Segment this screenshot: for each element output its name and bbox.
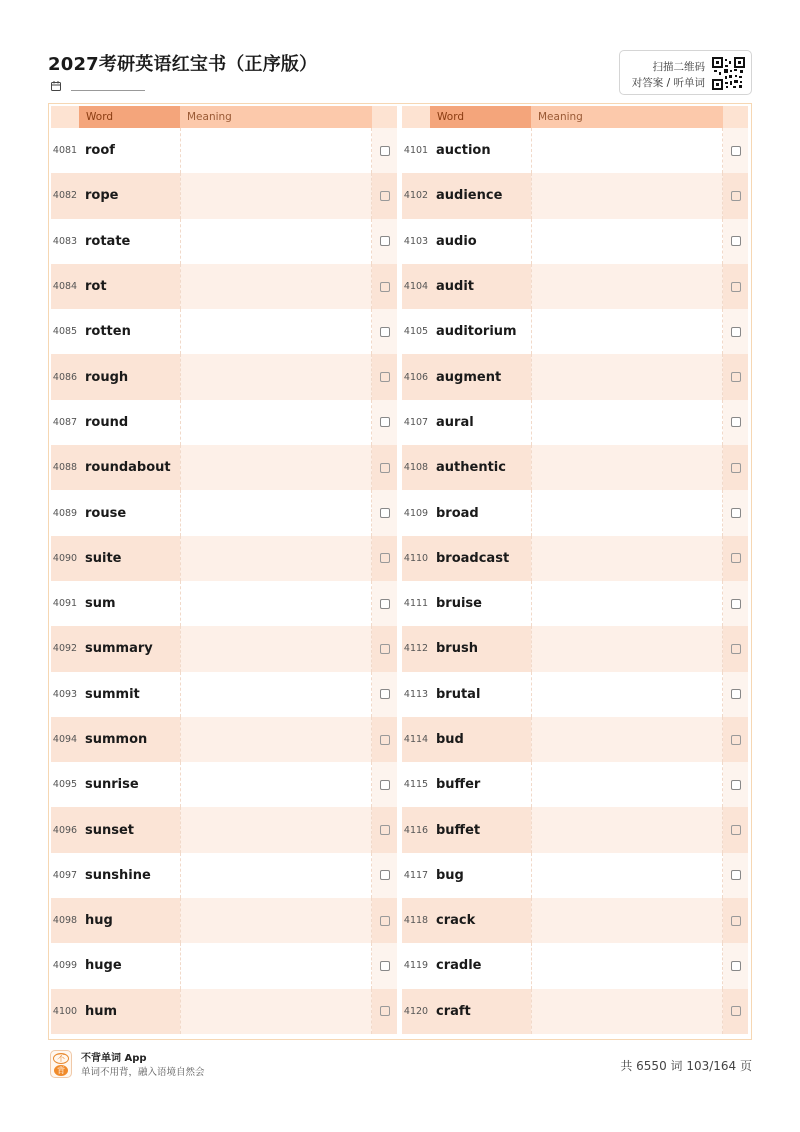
meaning-field[interactable] xyxy=(180,626,372,671)
meaning-field[interactable] xyxy=(180,173,372,218)
checkbox-icon[interactable] xyxy=(731,870,741,880)
check-cell xyxy=(372,309,397,354)
word-number: 4104 xyxy=(402,264,430,309)
meaning-field[interactable] xyxy=(531,219,723,264)
checkbox-icon[interactable] xyxy=(731,916,741,926)
table-row xyxy=(51,173,397,218)
word-text: rope xyxy=(79,173,180,218)
meaning-field[interactable] xyxy=(180,264,372,309)
meaning-field[interactable] xyxy=(180,989,372,1034)
word-text: auction xyxy=(436,143,491,159)
word-table-right xyxy=(402,106,748,1034)
check-cell xyxy=(372,672,397,717)
meaning-field[interactable] xyxy=(531,581,723,626)
table-row xyxy=(402,717,748,762)
page-info: 共 6550 词 103/164 页 xyxy=(620,1059,752,1073)
word-number: 4081 xyxy=(52,145,78,157)
checkbox-icon[interactable] xyxy=(380,146,390,156)
header-meaning: Meaning xyxy=(180,106,372,128)
word-number: 4099 xyxy=(52,960,78,972)
meaning-field[interactable] xyxy=(180,807,372,852)
word-text: rot xyxy=(79,264,180,309)
word-text: auditorium xyxy=(436,324,517,340)
check-cell xyxy=(723,581,748,626)
check-cell xyxy=(723,943,748,988)
check-cell xyxy=(723,354,748,399)
word-text: audio xyxy=(436,233,477,249)
table-row xyxy=(402,354,748,399)
check-cell xyxy=(723,672,748,717)
word-table-frame xyxy=(48,103,752,1040)
checkbox-icon[interactable] xyxy=(380,463,390,473)
table-row xyxy=(402,445,748,490)
word-text: sunrise xyxy=(85,777,139,793)
meaning-field[interactable] xyxy=(531,536,723,581)
meaning-field[interactable] xyxy=(180,536,372,581)
checkbox-icon[interactable] xyxy=(731,780,741,790)
qr-caption-line1: 扫描二维码 xyxy=(652,61,705,73)
checkbox-icon[interactable] xyxy=(380,282,390,292)
word-text: audit xyxy=(430,264,531,309)
word-number: 4110 xyxy=(402,536,430,581)
checkbox-icon[interactable] xyxy=(380,417,390,427)
checkbox-icon[interactable] xyxy=(380,961,390,971)
checkbox-icon[interactable] xyxy=(380,372,390,382)
checkbox-icon[interactable] xyxy=(380,780,390,790)
table-row xyxy=(402,581,748,626)
checkbox-icon[interactable] xyxy=(380,1006,390,1016)
word-text: crack xyxy=(430,898,531,943)
check-cell xyxy=(723,128,748,173)
checkbox-icon[interactable] xyxy=(380,599,390,609)
qr-code-icon[interactable] xyxy=(712,57,745,90)
check-cell xyxy=(723,536,748,581)
word-text: round xyxy=(85,414,129,430)
checkbox-icon[interactable] xyxy=(380,825,390,835)
table-row xyxy=(51,536,397,581)
meaning-field[interactable] xyxy=(531,717,723,762)
meaning-field[interactable] xyxy=(180,490,372,535)
meaning-field[interactable] xyxy=(180,672,372,717)
table-row xyxy=(402,853,748,898)
word-number: 4095 xyxy=(52,779,78,791)
word-number: 4089 xyxy=(52,507,78,519)
meaning-field[interactable] xyxy=(531,626,723,671)
meaning-field[interactable] xyxy=(531,400,723,445)
meaning-field[interactable] xyxy=(531,807,723,852)
check-cell xyxy=(372,626,397,671)
checkbox-icon[interactable] xyxy=(731,961,741,971)
checkbox-icon[interactable] xyxy=(380,644,390,654)
word-number: 4109 xyxy=(403,507,429,519)
word-text: rotate xyxy=(85,233,131,249)
word-number: 4115 xyxy=(403,779,429,791)
check-cell xyxy=(372,128,397,173)
check-cell xyxy=(372,536,397,581)
meaning-field[interactable] xyxy=(531,762,723,807)
word-text: audience xyxy=(430,173,531,218)
checkbox-icon[interactable] xyxy=(731,825,741,835)
word-text: hum xyxy=(79,989,180,1034)
table-header xyxy=(51,106,397,128)
meaning-field[interactable] xyxy=(531,309,723,354)
check-cell xyxy=(723,989,748,1034)
meaning-field[interactable] xyxy=(531,943,723,988)
word-number: 4093 xyxy=(52,688,78,700)
check-cell xyxy=(723,173,748,218)
page-footer xyxy=(48,1048,752,1080)
table-header xyxy=(402,106,748,128)
check-cell xyxy=(372,581,397,626)
qr-panel[interactable] xyxy=(619,50,752,95)
meaning-field[interactable] xyxy=(531,853,723,898)
check-cell xyxy=(372,989,397,1034)
word-number: 4091 xyxy=(52,598,78,610)
word-text: rouse xyxy=(85,505,127,521)
word-number: 4106 xyxy=(402,354,430,399)
header-number-cell xyxy=(402,106,430,128)
check-cell xyxy=(372,219,397,264)
check-cell xyxy=(723,898,748,943)
word-number: 4094 xyxy=(51,717,79,762)
word-number: 4085 xyxy=(52,326,78,338)
meaning-field[interactable] xyxy=(531,173,723,218)
table-row xyxy=(51,853,397,898)
word-text: brutal xyxy=(436,686,481,702)
meaning-field[interactable] xyxy=(180,853,372,898)
word-text: rotten xyxy=(85,324,131,340)
word-text: bug xyxy=(436,867,464,883)
table-row xyxy=(402,943,748,988)
table-row xyxy=(402,400,748,445)
table-row xyxy=(51,898,397,943)
table-body xyxy=(402,128,748,1034)
check-cell xyxy=(372,898,397,943)
checkbox-icon[interactable] xyxy=(380,870,390,880)
check-cell xyxy=(723,490,748,535)
word-number: 4112 xyxy=(402,626,430,671)
checkbox-icon[interactable] xyxy=(380,508,390,518)
table-body xyxy=(51,128,397,1034)
meaning-field[interactable] xyxy=(180,717,372,762)
table-row xyxy=(402,536,748,581)
meaning-field[interactable] xyxy=(531,264,723,309)
meaning-field[interactable] xyxy=(531,445,723,490)
word-number: 4097 xyxy=(52,869,78,881)
table-row xyxy=(402,173,748,218)
table-row xyxy=(51,264,397,309)
date-row xyxy=(51,80,145,91)
table-row xyxy=(51,400,397,445)
word-text: bud xyxy=(430,717,531,762)
table-row xyxy=(51,943,397,988)
meaning-field[interactable] xyxy=(531,128,723,173)
app-slogan: 单词不用背，融入语境自然会 xyxy=(81,1067,205,1078)
header-check-cell xyxy=(723,106,748,128)
check-cell xyxy=(723,264,748,309)
word-number: 4092 xyxy=(51,626,79,671)
word-text: sum xyxy=(85,596,116,612)
table-row xyxy=(51,626,397,671)
date-field[interactable] xyxy=(71,90,145,91)
meaning-field[interactable] xyxy=(180,943,372,988)
table-row xyxy=(51,219,397,264)
meaning-field[interactable] xyxy=(180,445,372,490)
checkbox-icon[interactable] xyxy=(731,599,741,609)
app-logo-icon xyxy=(50,1050,72,1078)
check-cell xyxy=(723,762,748,807)
word-number: 4083 xyxy=(52,235,78,247)
word-text: augment xyxy=(430,354,531,399)
word-number: 4117 xyxy=(403,869,429,881)
header-word: Word xyxy=(430,106,531,128)
word-text: huge xyxy=(85,958,122,974)
page-title: 2027考研英语红宝书（正序版） xyxy=(48,54,318,75)
word-text: roundabout xyxy=(79,445,180,490)
table-row xyxy=(402,219,748,264)
checkbox-icon[interactable] xyxy=(731,372,741,382)
check-cell xyxy=(372,354,397,399)
qr-caption xyxy=(632,59,705,91)
word-number: 4113 xyxy=(403,688,429,700)
checkbox-icon[interactable] xyxy=(731,689,741,699)
word-number: 4102 xyxy=(402,173,430,218)
check-cell xyxy=(372,400,397,445)
meaning-field[interactable] xyxy=(180,128,372,173)
check-cell xyxy=(723,853,748,898)
check-cell xyxy=(372,762,397,807)
meaning-field[interactable] xyxy=(531,672,723,717)
word-number: 4087 xyxy=(52,416,78,428)
word-number: 4103 xyxy=(403,235,429,247)
table-row xyxy=(402,762,748,807)
check-cell xyxy=(723,400,748,445)
meaning-field[interactable] xyxy=(180,762,372,807)
word-number: 4101 xyxy=(403,145,429,157)
word-text: suite xyxy=(79,536,180,581)
word-number: 4120 xyxy=(402,989,430,1034)
word-number: 4082 xyxy=(51,173,79,218)
checkbox-icon[interactable] xyxy=(731,553,741,563)
table-row xyxy=(402,898,748,943)
checkbox-icon[interactable] xyxy=(731,644,741,654)
table-row xyxy=(402,807,748,852)
table-row xyxy=(402,490,748,535)
check-cell xyxy=(372,853,397,898)
checkbox-icon[interactable] xyxy=(380,553,390,563)
meaning-field[interactable] xyxy=(180,219,372,264)
checkbox-icon[interactable] xyxy=(380,689,390,699)
meaning-field[interactable] xyxy=(531,490,723,535)
checkbox-icon[interactable] xyxy=(731,417,741,427)
word-number: 4088 xyxy=(51,445,79,490)
word-text: summary xyxy=(79,626,180,671)
check-cell xyxy=(372,943,397,988)
word-text: authentic xyxy=(430,445,531,490)
checkbox-icon[interactable] xyxy=(731,146,741,156)
checkbox-icon[interactable] xyxy=(731,735,741,745)
check-cell xyxy=(723,309,748,354)
word-number: 4098 xyxy=(51,898,79,943)
checkbox-icon[interactable] xyxy=(731,236,741,246)
table-row xyxy=(51,672,397,717)
table-row xyxy=(51,128,397,173)
meaning-field[interactable] xyxy=(531,898,723,943)
checkbox-icon[interactable] xyxy=(380,191,390,201)
word-text: brush xyxy=(430,626,531,671)
checkbox-icon[interactable] xyxy=(380,916,390,926)
check-cell xyxy=(372,173,397,218)
word-number: 4096 xyxy=(51,807,79,852)
check-cell xyxy=(372,490,397,535)
word-number: 4108 xyxy=(402,445,430,490)
table-row xyxy=(51,490,397,535)
checkbox-icon[interactable] xyxy=(731,191,741,201)
word-number: 4107 xyxy=(403,416,429,428)
checkbox-icon[interactable] xyxy=(380,327,390,337)
word-text: cradle xyxy=(436,958,482,974)
table-row xyxy=(51,354,397,399)
word-number: 4086 xyxy=(51,354,79,399)
check-cell xyxy=(723,445,748,490)
word-text: rough xyxy=(79,354,180,399)
checkbox-icon[interactable] xyxy=(380,735,390,745)
page-header xyxy=(48,50,752,100)
word-number: 4119 xyxy=(403,960,429,972)
word-text: bruise xyxy=(436,596,482,612)
meaning-field[interactable] xyxy=(180,400,372,445)
word-text: aural xyxy=(436,414,474,430)
table-row xyxy=(51,309,397,354)
table-row xyxy=(51,989,397,1034)
header-meaning: Meaning xyxy=(531,106,723,128)
logo-bottom-glyph: 背 xyxy=(54,1065,68,1076)
word-text: sunshine xyxy=(85,867,151,883)
word-text: roof xyxy=(85,143,115,159)
table-row xyxy=(51,717,397,762)
table-row xyxy=(51,445,397,490)
table-row xyxy=(402,264,748,309)
check-cell xyxy=(372,717,397,762)
table-row xyxy=(402,626,748,671)
app-name: 不背单词 App xyxy=(81,1053,147,1064)
word-text: summon xyxy=(79,717,180,762)
word-number: 4116 xyxy=(402,807,430,852)
check-cell xyxy=(723,626,748,671)
meaning-field[interactable] xyxy=(531,989,723,1034)
word-text: craft xyxy=(430,989,531,1034)
checkbox-icon[interactable] xyxy=(731,1006,741,1016)
header-number-cell xyxy=(51,106,79,128)
word-number: 4114 xyxy=(402,717,430,762)
word-text: buffer xyxy=(436,777,481,793)
meaning-field[interactable] xyxy=(180,354,372,399)
checkbox-icon[interactable] xyxy=(731,463,741,473)
check-cell xyxy=(723,219,748,264)
header-check-cell xyxy=(372,106,397,128)
meaning-field[interactable] xyxy=(180,309,372,354)
check-cell xyxy=(723,807,748,852)
word-text: sunset xyxy=(79,807,180,852)
check-cell xyxy=(372,445,397,490)
calendar-icon xyxy=(51,81,61,91)
check-cell xyxy=(723,717,748,762)
meaning-field[interactable] xyxy=(531,354,723,399)
word-text: buffet xyxy=(430,807,531,852)
checkbox-icon[interactable] xyxy=(731,282,741,292)
word-text: hug xyxy=(79,898,180,943)
table-row xyxy=(402,309,748,354)
word-table-left xyxy=(51,106,397,1034)
meaning-field[interactable] xyxy=(180,898,372,943)
word-text: broad xyxy=(436,505,479,521)
word-number: 4090 xyxy=(51,536,79,581)
table-row xyxy=(402,128,748,173)
table-row xyxy=(51,581,397,626)
word-text: summit xyxy=(85,686,140,702)
word-number: 4084 xyxy=(51,264,79,309)
word-number: 4105 xyxy=(403,326,429,338)
word-number: 4118 xyxy=(402,898,430,943)
header-word: Word xyxy=(79,106,180,128)
checkbox-icon[interactable] xyxy=(380,236,390,246)
table-row xyxy=(402,989,748,1034)
meaning-field[interactable] xyxy=(180,581,372,626)
word-number: 4100 xyxy=(51,989,79,1034)
table-row xyxy=(402,672,748,717)
table-row xyxy=(51,762,397,807)
logo-top-glyph: 不 xyxy=(53,1053,69,1064)
checkbox-icon[interactable] xyxy=(731,327,741,337)
qr-caption-line2: 对答案 / 听单词 xyxy=(631,77,705,89)
word-text: broadcast xyxy=(430,536,531,581)
check-cell xyxy=(372,264,397,309)
check-cell xyxy=(372,807,397,852)
word-number: 4111 xyxy=(403,598,429,610)
table-row xyxy=(51,807,397,852)
checkbox-icon[interactable] xyxy=(731,508,741,518)
